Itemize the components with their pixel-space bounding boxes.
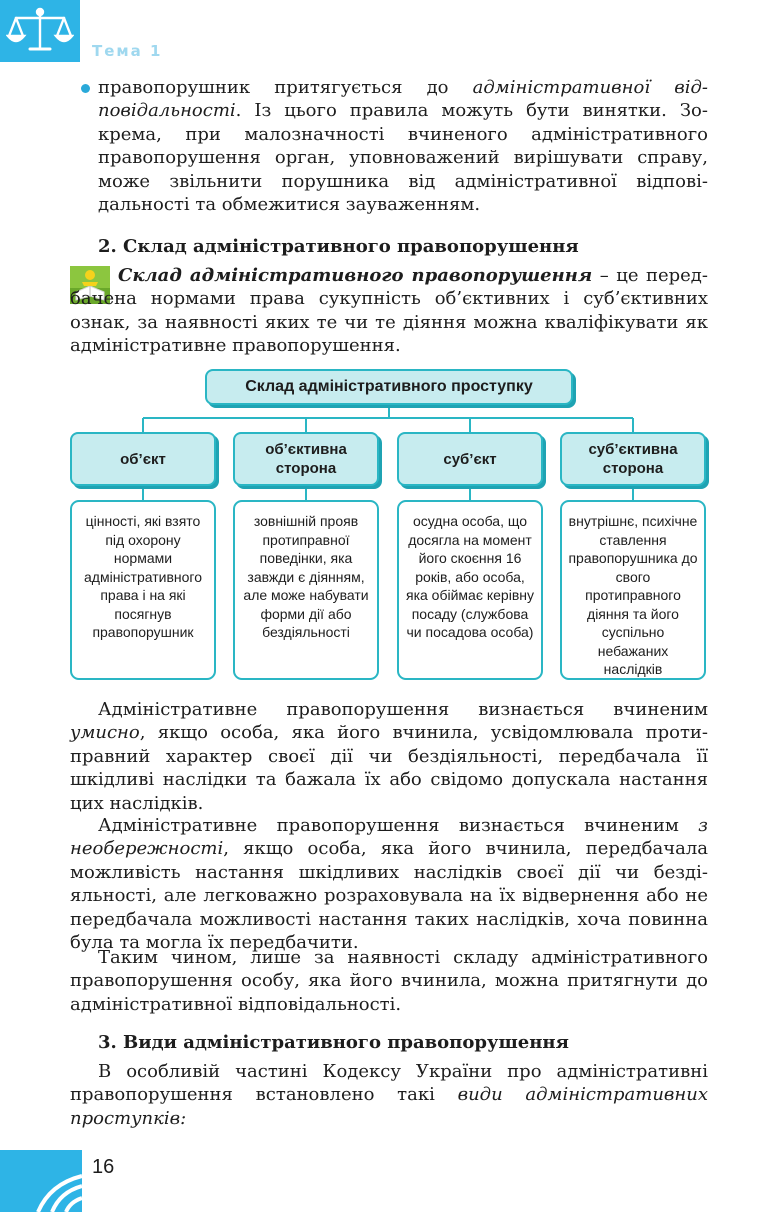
definition-term: Склад адміністративного правопорушення [118,265,593,286]
section3-emphasis: види адміністративних проступків: [70,1084,708,1129]
page-number: 16 [92,1156,115,1178]
section3-heading: 3. Види адміністративного правопорушення [98,1032,569,1053]
diagram-body-objective-side: зовнішній прояв протиправної поведінки, яка завжди є діянням, але може набувати форми дії або бездіяльності [233,500,379,680]
paragraph-negligence-emphasis: з необережності [70,815,708,860]
paragraph-intent [70,698,708,815]
bullet-rest-text: . Із цього правила можуть бути винятки. Зокрема, при малозначності вчиненого адміністративного правопорушення орган, уповноважений вирішувати справу, може звільнити порушника від адміністративної відповідальності та обмежитися зауваженням. [98,100,708,216]
diagram-head-subjective-side: суб’єктивна сторона [560,432,706,486]
section3-lead: В особливій частині Кодексу України про адміністративні правопорушення встановлено такі [70,1061,708,1106]
paragraph-intent-emphasis: умисно [70,722,140,744]
diagram-title-box: Склад адміністративного проступку [205,369,573,405]
diagram-body-object: цінності, які взято під охорону нормами адміністративного права і на які посягнув правопорушник [70,500,216,680]
paragraph-negligence [70,814,708,954]
bullet-lead-text: правопорушник притягується до [98,77,473,98]
section3-paragraph [70,1060,708,1130]
definition-text: – це передбачена нормами права сукупність об’єктивних і суб’єктивних ознак, за наявності яких те чи те діяння можна кваліфікувати як адміністративне правопорушення. [70,265,708,357]
theme-label: Тема 1 [92,42,163,60]
diagram-body-subjective-side: внутрішнє, психічне ставлення правопорушника до свого протиправного діяння та його суспільно небажаних наслідків [560,500,706,680]
paragraph-intent-rest: , якщо особа, яка його вчинила, усвідомлювала протиправний характер своєї дії чи бездіяльності, передбачала її шкідливі наслідки та бажала їх або свідомо допускала настання цих наслідків. [70,722,708,814]
section2-heading: 2. Склад адміністративного правопорушення [98,236,579,257]
bullet-emphasis-text: адміністративної відповідальності [98,77,708,122]
diagram-head-object: об’єкт [70,432,216,486]
paragraph-conclusion: Таким чином, лише за наявності складу адміністративного правопорушення особу, яка його вчинила, можна притягнути до адміністративної відповідальності. [70,947,708,1015]
paragraph-negligence-rest: , якщо особа, яка його вчинила, передбачала можливість настання шкідливих наслідків своєї дії чи бездіяльності, але легковажно розраховувала на їх відвернення або не передбачала можливості настання таких наслідків, хоча повинна була та могла їх передбачити. [70,838,708,954]
diagram-head-subject: суб’єкт [397,432,543,486]
footer-wave-icon [0,1150,82,1212]
diagram-head-objective-side: об’єктивна сторона [233,432,379,486]
paragraph-negligence-lead: Адміністративне правопорушення визнається вчиненим [98,815,699,836]
paragraph-intent-lead: Адміністративне правопорушення визнається вчиненим [98,699,708,720]
diagram-body-subject: осудна особа, що досягла на момент його скоєння 16 років, або особа, яка обіймає керівну посаду (службова чи посадова особа) [397,500,543,680]
